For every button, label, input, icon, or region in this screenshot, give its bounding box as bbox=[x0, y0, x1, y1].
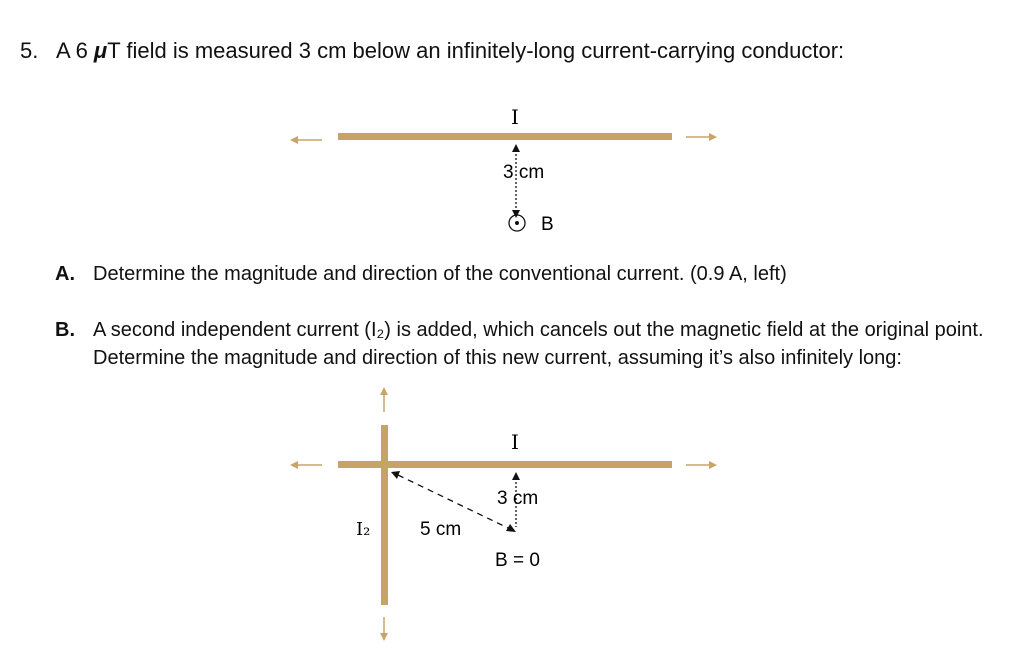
down-arrow-icon bbox=[380, 617, 388, 641]
left-arrow-icon bbox=[290, 136, 322, 144]
distance-label: 3 cm bbox=[503, 162, 545, 183]
diagram-1 bbox=[290, 105, 717, 235]
part-a bbox=[55, 260, 993, 288]
left-arrow-icon bbox=[290, 461, 322, 469]
i2-label: I₂ bbox=[356, 519, 371, 540]
wire-i bbox=[338, 461, 672, 468]
part-b-text: A second independent current (I₂) is added, which cancels out the magnetic field at the original point. Determine the magnitude and direction of this new current, assuming it’s also infinitely long: bbox=[93, 319, 984, 369]
diagonal-label: 5 cm bbox=[420, 519, 462, 540]
field-out-of-page-icon bbox=[509, 215, 525, 231]
current-label: I bbox=[511, 430, 519, 454]
distance-label: 3 cm bbox=[497, 488, 539, 509]
right-arrow-icon bbox=[686, 461, 717, 469]
question-prefix: A 6 bbox=[56, 38, 94, 63]
field-label: B bbox=[541, 214, 554, 235]
wire bbox=[338, 133, 672, 140]
wire-i2 bbox=[381, 425, 388, 605]
right-arrow-icon bbox=[686, 133, 717, 141]
part-a-letter: A. bbox=[55, 263, 75, 285]
question-suffix: T field is measured 3 cm below an infinitely-long current-carrying conductor: bbox=[107, 38, 845, 63]
field-label: B = 0 bbox=[495, 550, 540, 571]
question-number: 5. bbox=[20, 38, 39, 63]
part-a-text: Determine the magnitude and direction of the conventional current. (0.9 A, left) bbox=[93, 263, 787, 285]
mu-symbol: μ bbox=[93, 38, 108, 63]
diagram-2 bbox=[290, 387, 717, 641]
current-label: I bbox=[511, 105, 519, 129]
part-b-letter: B. bbox=[55, 319, 75, 341]
up-arrow-icon bbox=[380, 387, 388, 412]
part-b bbox=[55, 316, 993, 372]
